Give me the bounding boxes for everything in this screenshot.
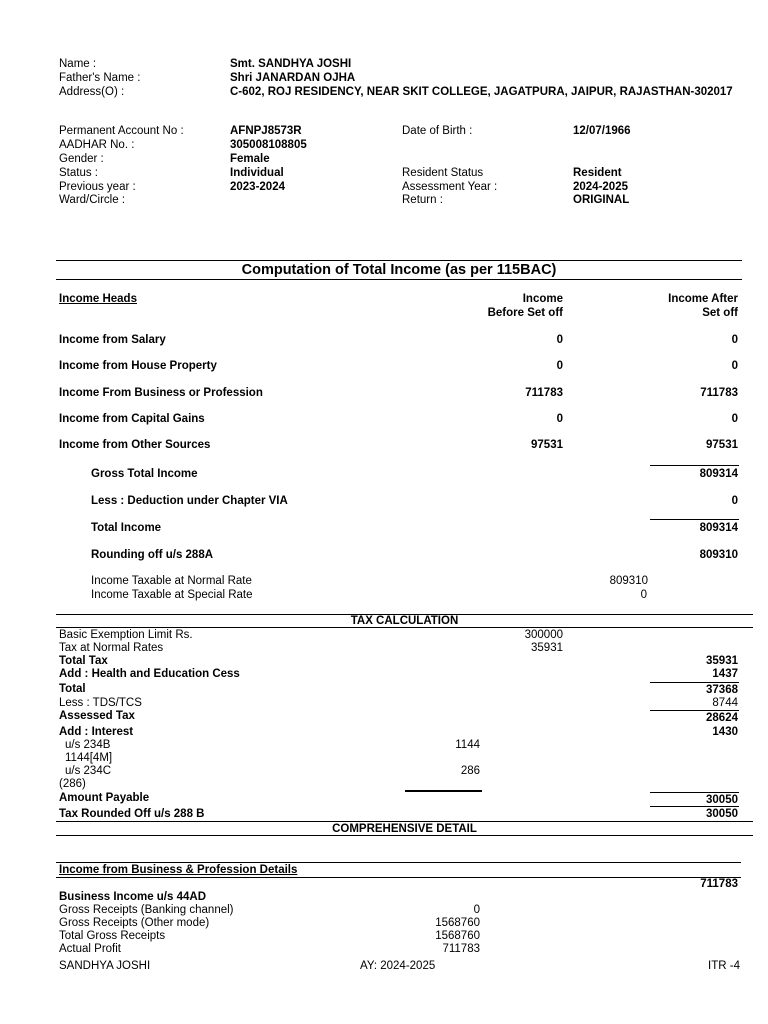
address-value: C-602, ROJ RESIDENCY, NEAR SKIT COLLEGE, JAGATPURA, JAIPUR, RAJASTHAN-302017: [230, 86, 733, 98]
income-head-label: Income from Other Sources: [59, 439, 211, 451]
computation-title: Computation of Total Income (as per 115BAC): [241, 262, 557, 278]
assessed-tax-value: 28624: [706, 712, 738, 724]
total-income-value: 809314: [699, 522, 738, 534]
income-before-setoff: 97531: [531, 439, 563, 451]
amount-payable-value: 30050: [706, 794, 738, 806]
interest-value: 1430: [712, 726, 738, 738]
col-before-setoff-line2: Before Set off: [487, 307, 563, 319]
receipt-label: Gross Receipts (Banking channel): [59, 904, 234, 916]
ward-circle-label: Ward/Circle :: [59, 194, 126, 206]
income-after-setoff: 0: [731, 334, 738, 346]
income-before-setoff: 0: [556, 334, 563, 346]
resident-status-value: Resident: [573, 167, 622, 179]
total-value: 37368: [706, 684, 738, 696]
tax-rounded-value: 30050: [706, 808, 738, 820]
previous-year-label: Previous year :: [59, 181, 136, 193]
special-rate-value: 0: [640, 589, 647, 601]
total-label: Total: [59, 683, 86, 695]
interest-sum-rule: [405, 790, 482, 792]
name-label: Name :: [59, 58, 97, 70]
tax-normal-label: Tax at Normal Rates: [59, 642, 164, 654]
income-head-label: Income from Salary: [59, 334, 166, 346]
tax-rounded-label: Tax Rounded Off u/s 288 B: [59, 808, 205, 820]
gross-total-label: Gross Total Income: [91, 468, 198, 480]
title-top-rule: [56, 260, 742, 261]
return-value: ORIGINAL: [573, 194, 630, 206]
normal-rate-value: 809310: [609, 575, 648, 587]
income-after-setoff: 0: [731, 360, 738, 372]
address-label: Address(O) :: [59, 86, 125, 98]
tds-label: Less : TDS/TCS: [59, 697, 142, 709]
tax-calculation-header: TAX CALCULATION: [350, 615, 459, 627]
income-before-setoff: 0: [556, 413, 563, 425]
footer-name: SANDHYA JOSHI: [59, 960, 151, 972]
interest-234b-months: 1144[4M]: [65, 752, 113, 764]
father-name-label: Father's Name :: [59, 72, 141, 84]
income-heads-header: Income Heads: [59, 293, 137, 305]
assessed-tax-label: Assessed Tax: [59, 710, 135, 722]
total-tax-label: Total Tax: [59, 655, 108, 667]
amount-payable-label: Amount Payable: [59, 792, 150, 804]
normal-rate-label: Income Taxable at Normal Rate: [91, 575, 252, 587]
receipt-value: 711783: [442, 943, 480, 955]
basic-exemption-label: Basic Exemption Limit Rs.: [59, 629, 193, 641]
interest-234b-label: u/s 234B: [65, 739, 111, 751]
pan-label: Permanent Account No :: [59, 125, 184, 137]
title-bottom-rule: [56, 279, 742, 280]
tax-normal-value: 35931: [531, 642, 563, 654]
receipt-value: 1568760: [435, 930, 480, 942]
gender-label: Gender :: [59, 153, 104, 165]
rounding-label: Rounding off u/s 288A: [91, 549, 214, 561]
father-name-value: Shri JANARDAN OJHA: [230, 72, 356, 84]
income-head-label: Income from Capital Gains: [59, 413, 205, 425]
footer-form-type: ITR -4: [708, 960, 740, 972]
status-label: Status :: [59, 167, 98, 179]
comprehensive-bottom-rule: [56, 835, 753, 836]
income-after-setoff: 0: [731, 413, 738, 425]
deduction-label: Less : Deduction under Chapter VIA: [91, 495, 288, 507]
interest-label: Add : Interest: [59, 726, 134, 738]
income-head-label: Income From Business or Profession: [59, 387, 263, 399]
interest-234c-sub: (286): [59, 778, 86, 790]
business-income-44ad-label: Business Income u/s 44AD: [59, 891, 206, 903]
special-rate-label: Income Taxable at Special Rate: [91, 589, 253, 601]
total-tax-value: 35931: [706, 655, 738, 667]
income-head-label: Income from House Property: [59, 360, 217, 372]
total-income-rule: [650, 519, 739, 520]
aadhar-value: 305008108805: [230, 139, 307, 151]
assessment-year-label: Assessment Year :: [402, 181, 498, 193]
aadhar-label: AADHAR No. :: [59, 139, 135, 151]
cess-label: Add : Health and Education Cess: [59, 668, 240, 680]
rounding-value: 809310: [699, 549, 738, 561]
receipt-label: Gross Receipts (Other mode): [59, 917, 210, 929]
income-before-setoff: 0: [556, 360, 563, 372]
interest-234c-label: u/s 234C: [65, 765, 112, 777]
return-label: Return :: [402, 194, 443, 206]
footer-assessment-year: AY: 2024-2025: [360, 960, 436, 972]
assessment-year-value: 2024-2025: [573, 181, 628, 193]
receipt-label: Total Gross Receipts: [59, 930, 166, 942]
business-section-value: 711783: [700, 878, 738, 890]
gross-total-rule: [650, 465, 739, 466]
income-after-setoff: 711783: [700, 387, 738, 399]
name-value: Smt. SANDHYA JOSHI: [230, 58, 352, 70]
previous-year-value: 2023-2024: [230, 181, 285, 193]
resident-status-label: Resident Status: [402, 167, 484, 179]
interest-234c-value: 286: [460, 765, 480, 777]
business-section-title: Income from Business & Profession Details: [59, 864, 298, 876]
receipt-label: Actual Profit: [59, 943, 121, 955]
basic-exemption-value: 300000: [524, 629, 563, 641]
status-value: Individual: [230, 167, 284, 179]
income-after-setoff: 97531: [706, 439, 738, 451]
interest-234b-value: 1144: [455, 739, 480, 751]
gross-total-value: 809314: [699, 468, 738, 480]
deduction-value: 0: [731, 495, 738, 507]
pan-value: AFNPJ8573R: [230, 125, 302, 137]
col-before-setoff-line1: Income: [522, 293, 563, 305]
income-before-setoff: 711783: [525, 387, 563, 399]
total-income-label: Total Income: [91, 522, 162, 534]
col-after-setoff-line1: Income After: [668, 293, 738, 305]
dob-label: Date of Birth :: [402, 125, 473, 137]
col-after-setoff-line2: Set off: [702, 307, 738, 319]
gender-value: Female: [230, 153, 270, 165]
cess-value: 1437: [712, 668, 738, 680]
receipt-value: 0: [473, 904, 480, 916]
tds-value: 8744: [712, 697, 738, 709]
dob-value: 12/07/1966: [573, 125, 631, 137]
receipt-value: 1568760: [435, 917, 480, 929]
comprehensive-detail-header: COMPREHENSIVE DETAIL: [332, 823, 477, 835]
